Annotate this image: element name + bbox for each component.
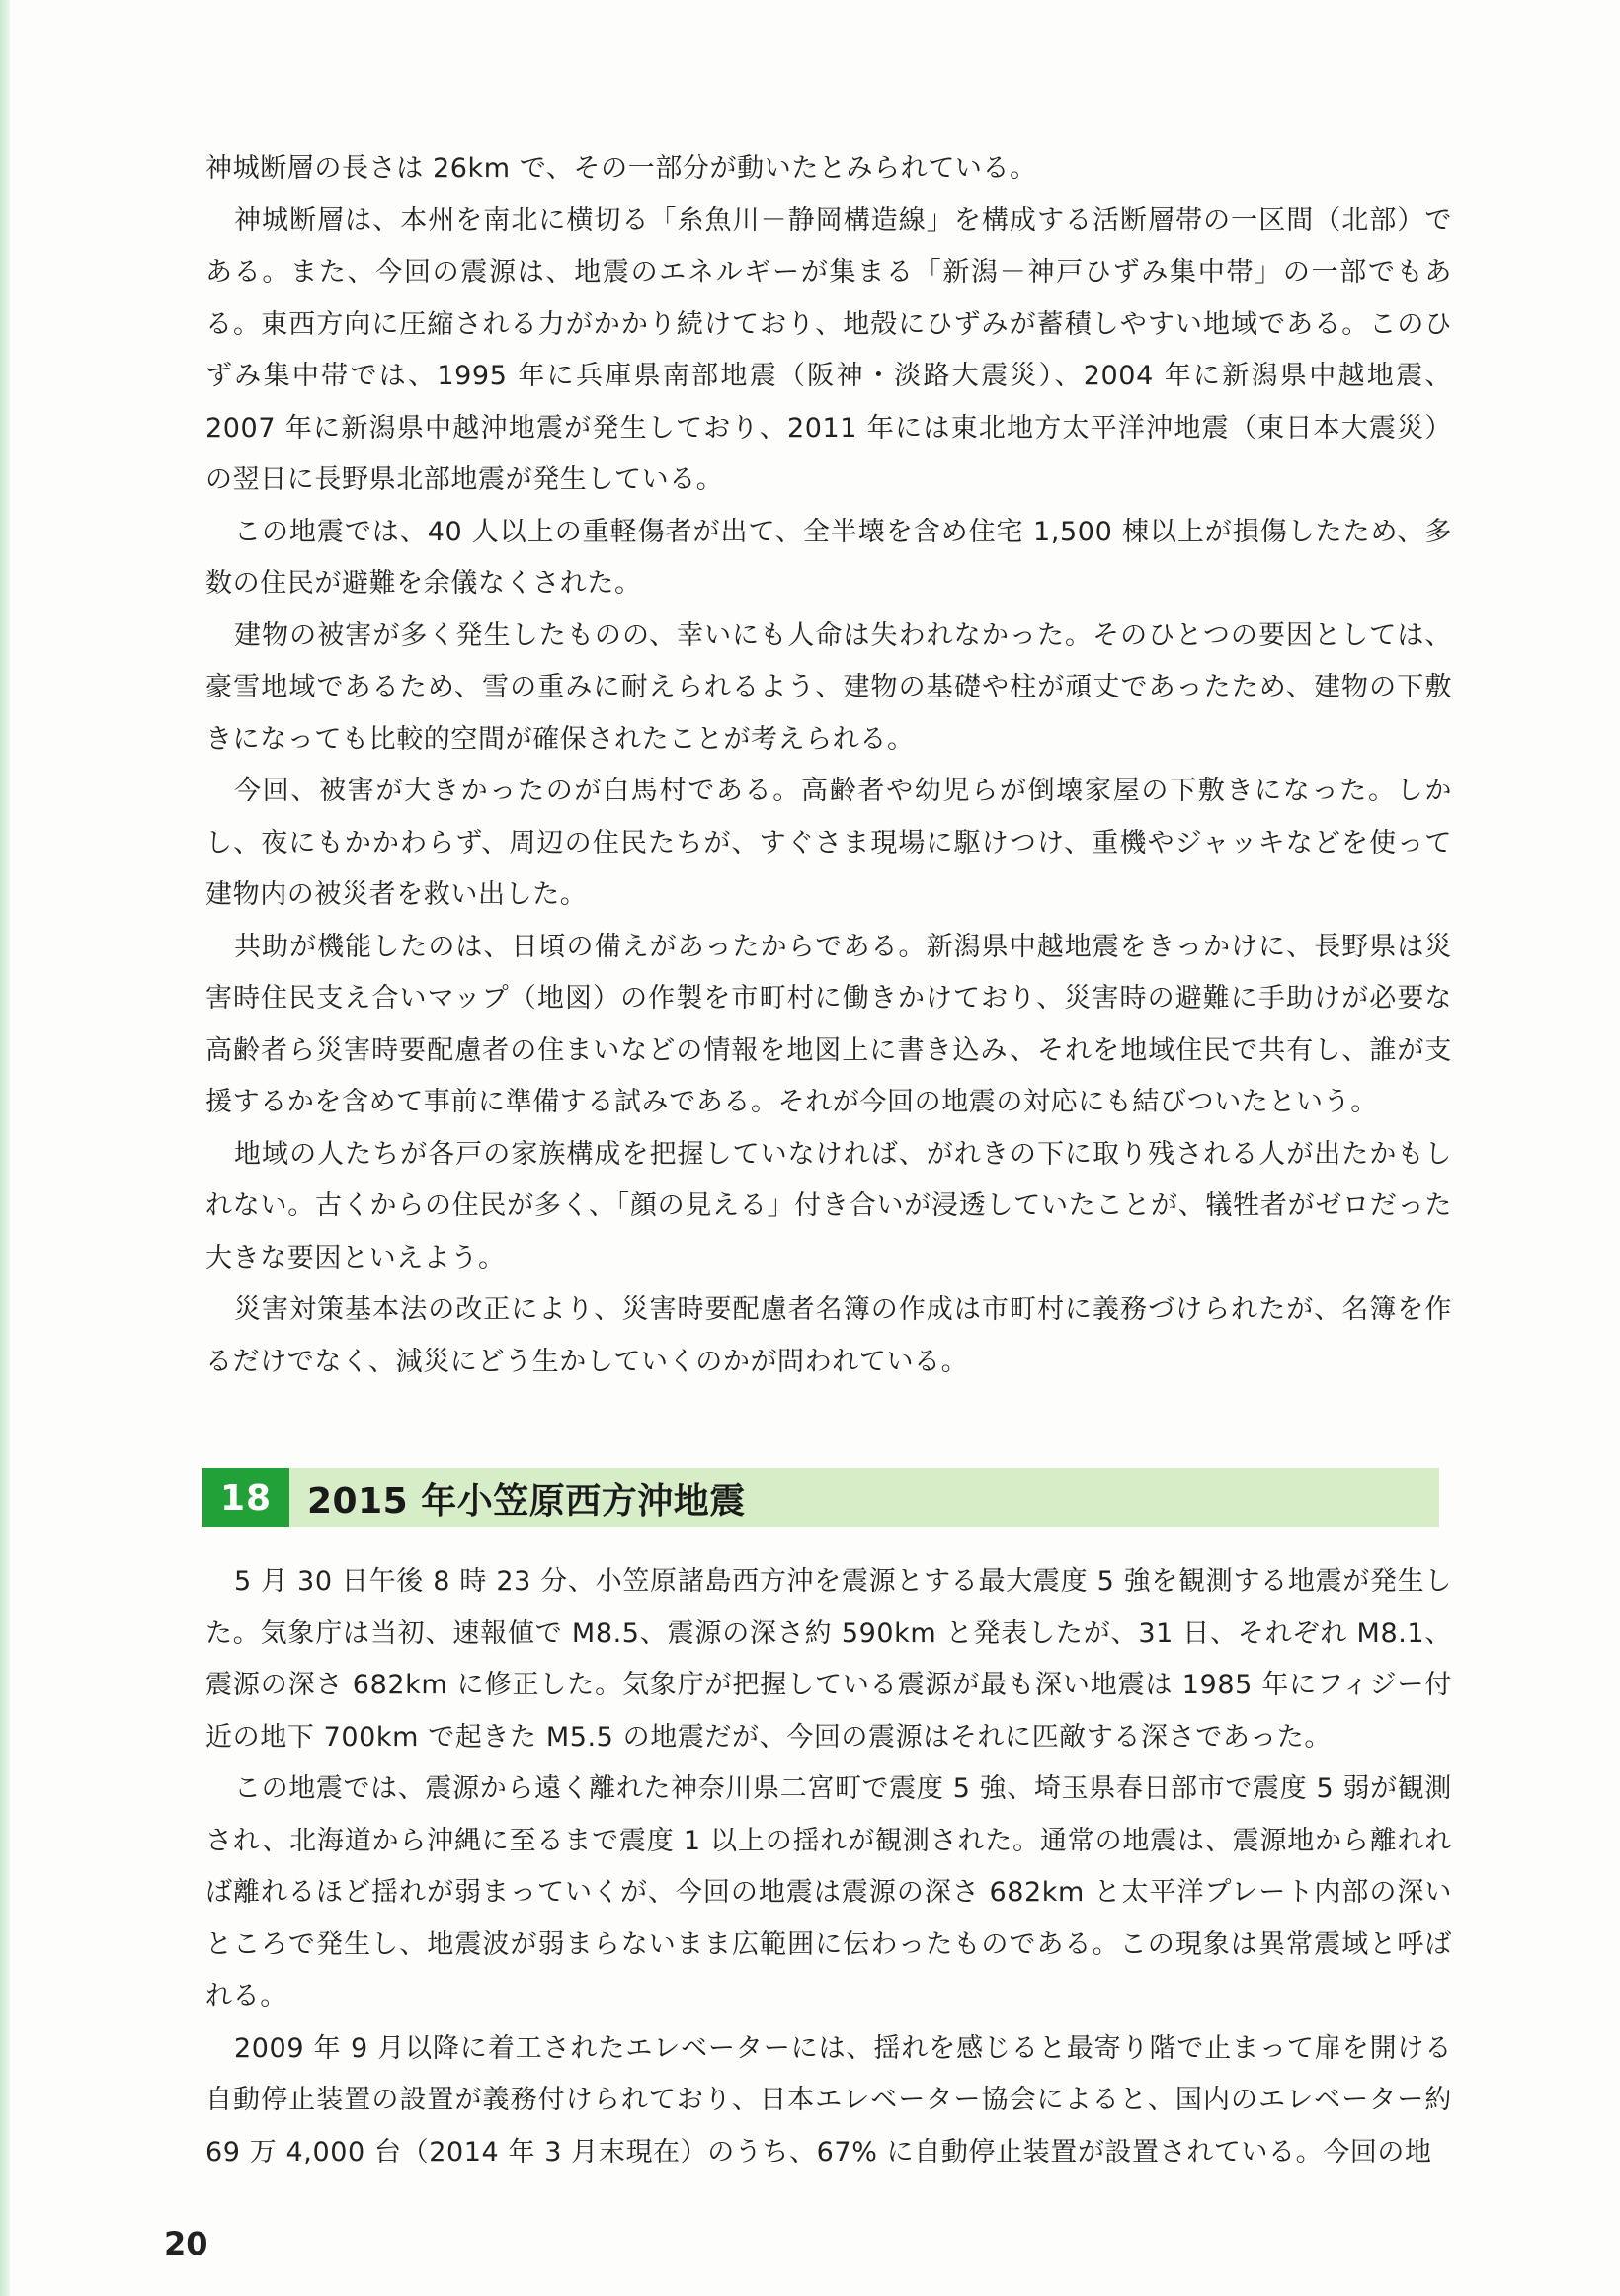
paragraph: 神城断層の長さは 26km で、その一部分が動いたとみられている。 (205, 153, 1037, 184)
paragraph: 神城断層は、本州を南北に横切る「糸魚川－静岡構造線」を構成する活断層帯の一区間（北部）である。また、今回の震源は、地震のエネルギーが集まる「新潟－神戸ひずみ集中帯」の一部でもある。東西方向に圧縮される力がかかり続けており、地殻にひずみが蓄積しやすい地域である。このひずみ集中帯では、1995 年に兵庫県南部地震（阪神・淡路大震災）、2004 年に新潟県中越地震、2007 年に新潟県中越沖地震が発生しており、2011 年には東北地方太平洋沖地震（東日本大震災）の翌日に長野県北部地震が発生している。 (205, 205, 1452, 495)
paragraph: この地震では、震源から遠く離れた神奈川県二宮町で震度 5 強、埼玉県春日部市で震度 5 弱が観測され、北海道から沖縄に至るまで震度 1 以上の揺れが観測された。通常の地震は、震源地から離れれば離れるほど揺れが弱まっていくが、今回の地震は震源の深さ 682km と太平洋プレート内部の深いところで発生し、地震波が弱まらないまま広範囲に伝わったものである。この現象は異常震域と呼ばれる。 (205, 1773, 1452, 2011)
paragraph: 5 月 30 日午後 8 時 23 分、小笠原諸島西方沖を震源とする最大震度 5 強を観測する地震が発生した。気象庁は当初、速報値で M8.5、震源の深さ約 590km と発表したが、31 日、それぞれ M8.1、震源の深さ 682km に修正した。気象庁が把握している震源が最も深い地震は 1985 年にフィジー付近の地下 700km で起きた M5.5 の地震だが、今回の震源はそれに匹敵する深さであった。 (205, 1566, 1452, 1753)
paragraph: 地域の人たちが各戸の家族構成を把握していなければ、がれきの下に取り残される人が出たかもしれない。古くからの住民が多く、「顔の見える」付き合いが浸透していたことが、犠牲者がゼロだった大きな要因といえよう。 (205, 1138, 1452, 1273)
section-heading (202, 1468, 1439, 1527)
paragraph: 今回、被害が大きかったのが白馬村である。高齢者や幼児らが倒壊家屋の下敷きになった。しかし、夜にもかかわらず、周辺の住民たちが、すぐさま現場に駆けつけ、重機やジャッキなどを使って建物内の被災者を救い出した。 (205, 776, 1452, 910)
paragraph: 災害対策基本法の改正により、災害時要配慮者名簿の作成は市町村に義務づけられたが、名簿を作るだけでなく、減災にどう生かしていくのかが問われている。 (205, 1294, 1452, 1377)
section-number-badge: 18 (202, 1468, 289, 1527)
paragraph: 2009 年 9 月以降に着工されたエレベーターには、揺れを感じると最寄り階で止まって扉を開ける自動停止装置の設置が義務付けられており、日本エレベーター協会によると、国内のエレベーター約 69 万 4,000 台（2014 年 3 月末現在）のうち、67% に自動停止装置が設置されている。今回の地 (205, 2032, 1452, 2168)
scan-edge (0, 0, 10, 2296)
page-number: 20 (164, 2225, 208, 2262)
article-body-lower (205, 1556, 1452, 2178)
section-title: 2015 年小笠原西方沖地震 (307, 1480, 746, 1521)
paragraph: 建物の被害が多く発生したものの、幸いにも人命は失われなかった。そのひとつの要因としては、豪雪地域であるため、雪の重みに耐えられるよう、建物の基礎や柱が頑丈であったため、建物の下敷きになっても比較的空間が確保されたことが考えられる。 (205, 619, 1452, 755)
paragraph: 共助が機能したのは、日頃の備えがあったからである。新潟県中越地震をきっかけに、長野県は災害時住民支え合いマップ（地図）の作製を市町村に働きかけており、災害時の避難に手助けが必要な高齢者ら災害時要配慮者の住まいなどの情報を地図上に書き込み、それを地域住民で共有し、誰が支援するかを含めて事前に準備する試みである。それが今回の地震の対応にも結びついたという。 (205, 931, 1452, 1117)
paragraph: この地震では、40 人以上の重軽傷者が出て、全半壊を含め住宅 1,500 棟以上が損傷したため、多数の住民が避難を余儀なくされた。 (205, 516, 1452, 599)
article-body-upper (205, 143, 1452, 1388)
